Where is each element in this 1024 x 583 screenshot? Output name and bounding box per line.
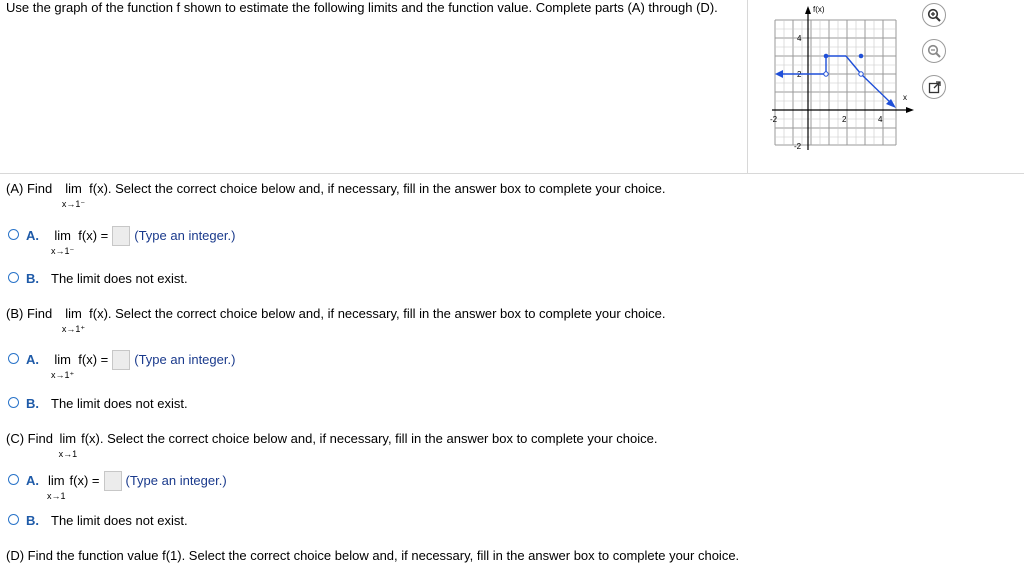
closed-point-top-left — [824, 54, 829, 59]
open-point-right — [859, 72, 863, 76]
part-b-prompt: (B) Find lim x→1⁺ f(x). Select the correct choice below and, if necessary, fill in the answer box to complete your choice. — [6, 306, 666, 334]
zoom-out-icon — [927, 44, 941, 58]
popout-button[interactable] — [922, 75, 946, 99]
part-a-prompt: (A) Find lim x→1⁻ f(x). Select the correct choice below and, if necessary, fill in the answer box to complete your choice. — [6, 181, 666, 209]
part-a-lim-sub: x→1⁻ — [61, 199, 86, 209]
part-a-option-b-radio[interactable] — [8, 272, 19, 283]
y-tick-4: 4 — [797, 34, 802, 43]
x-tick-4: 4 — [878, 115, 883, 124]
part-c-option-a[interactable]: A. lim x→1 f(x) = (Type an integer.) — [8, 473, 227, 501]
part-a-option-a-radio[interactable] — [8, 229, 19, 240]
part-a-lim: lim — [65, 181, 82, 196]
part-b-option-b[interactable]: B. The limit does not exist. — [8, 396, 188, 411]
function-graph — [762, 0, 922, 160]
part-c-option-b[interactable]: B. The limit does not exist. — [8, 513, 188, 528]
x-tick-neg2: -2 — [770, 115, 778, 124]
segment-descending — [861, 74, 892, 104]
popout-icon — [928, 81, 941, 94]
part-c-answer-box[interactable] — [104, 471, 122, 491]
vertical-divider — [747, 0, 748, 173]
zoom-in-button[interactable] — [922, 3, 946, 27]
y-tick-2: 2 — [797, 70, 802, 79]
part-a-option-b[interactable]: B. The limit does not exist. — [8, 271, 188, 286]
part-c-option-b-radio[interactable] — [8, 514, 19, 525]
part-c-prompt: (C) Find lim x→1 f(x). Select the correct choice below and, if necessary, fill in the answer box to complete your choice. — [6, 431, 658, 459]
zoom-out-button[interactable] — [922, 39, 946, 63]
x-axis-label: x — [903, 93, 907, 102]
part-b-answer-box[interactable] — [112, 350, 130, 370]
x-tick-2: 2 — [842, 115, 847, 124]
closed-point-top-right — [859, 54, 864, 59]
part-d-prompt: (D) Find the function value f(1). Select the correct choice below and, if necessary, fill in the answer box to complete your choice. — [6, 548, 740, 563]
left-arrowhead — [775, 70, 783, 78]
part-b-option-b-radio[interactable] — [8, 397, 19, 408]
instruction-text: Use the graph of the function f shown to estimate the following limits and the function value. Complete parts (A) through (D). — [6, 0, 718, 15]
y-axis-label: f(x) — [813, 5, 825, 14]
part-c-option-a-radio[interactable] — [8, 474, 19, 485]
horizontal-divider — [0, 173, 1024, 174]
part-b-option-a[interactable]: A. lim x→1⁺ f(x) = (Type an integer.) — [8, 352, 235, 380]
y-tick-neg2: -2 — [794, 142, 802, 151]
part-a-option-a[interactable]: A. lim x→1⁻ f(x) = (Type an integer.) — [8, 228, 235, 256]
zoom-in-icon — [927, 8, 941, 22]
open-point-left — [824, 72, 828, 76]
part-b-option-a-radio[interactable] — [8, 353, 19, 364]
part-a-answer-box[interactable] — [112, 226, 130, 246]
